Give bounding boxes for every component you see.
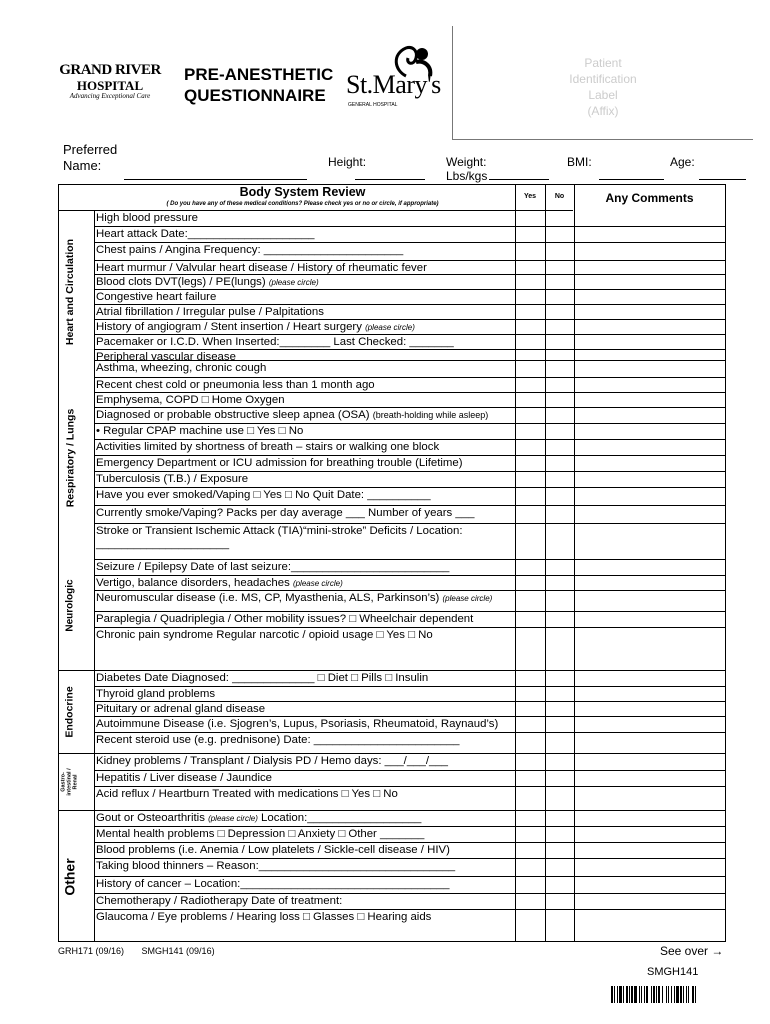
yes-cell[interactable] [515,842,545,858]
barcode-bar [644,986,645,1003]
category-heart-circulation: Heart and Circulation [64,238,76,346]
comment-cell[interactable] [574,670,725,686]
no-cell[interactable] [545,289,574,304]
question-tail: Location:__________________ [257,812,422,824]
question-row [96,473,509,486]
yes-cell[interactable] [515,334,545,349]
comment-cell[interactable] [574,455,725,471]
question-text: Acid reflux / Heartburn Treated with medications □ Yes □ No [96,788,398,800]
yes-cell[interactable] [515,319,545,334]
yes-cell[interactable] [515,716,545,732]
no-cell[interactable] [545,590,574,611]
height-field[interactable] [355,179,425,180]
comment-cell[interactable] [574,627,725,670]
comment-cell[interactable] [574,242,725,260]
question-row [96,561,509,574]
patient-id-line: (Affix) [587,104,619,118]
question-text: Neuromuscular disease (i.e. MS, CP, Myasthenia, ALS, Parkinson’s) [96,592,443,604]
yes-cell[interactable] [515,260,545,274]
yes-cell[interactable] [515,611,545,627]
comment-cell[interactable] [574,686,725,701]
yes-cell[interactable] [515,732,545,753]
body-system-review-table [58,184,726,942]
comment-cell[interactable] [574,559,725,575]
no-cell[interactable] [545,716,574,732]
bmi-field[interactable] [599,179,664,180]
yes-cell[interactable] [515,826,545,842]
no-cell[interactable] [545,810,574,826]
yes-cell[interactable] [515,876,545,893]
comment-cell[interactable] [574,909,725,943]
no-cell[interactable] [545,701,574,716]
barcode-bar [651,986,652,1003]
yes-cell[interactable] [515,893,545,909]
question-row [96,441,509,454]
question-row [96,828,509,841]
no-cell[interactable] [545,505,574,523]
height-label: Height: [328,155,367,169]
patient-id-line: Label [588,88,618,102]
question-row [96,244,509,257]
barcode-bar [629,986,630,1003]
comment-cell[interactable] [574,289,725,304]
no-cell[interactable] [545,377,574,392]
question-row [96,507,509,520]
question-text: Blood clots DVT(legs) / PE(lungs) [96,276,269,288]
question-text: Tuberculosis (T.B.) / Exposure [96,473,249,485]
barcode [611,986,747,1003]
question-row [96,362,509,375]
comment-cell[interactable] [574,858,725,876]
comment-cell[interactable] [574,471,725,487]
question-note: (please circle) [292,579,343,588]
question-text: Currently smoke/Vaping? Packs per day average ___ Number of years ___ [96,507,475,519]
barcode-bar [671,986,672,1003]
barcode-bar [653,986,655,1003]
no-cell[interactable] [545,523,574,559]
no-cell[interactable] [545,319,574,334]
question-text: Taking blood thinners – Reason:_______________________________ [96,860,456,872]
no-cell[interactable] [545,423,574,439]
no-cell[interactable] [545,349,574,360]
comment-cell[interactable] [574,274,725,289]
yes-cell[interactable] [515,505,545,523]
comment-cell[interactable] [574,701,725,716]
question-note: (please circle) [442,594,493,603]
question-row [96,228,509,241]
question-row [96,525,509,551]
comment-cell[interactable] [574,842,725,858]
barcode-bar [634,986,637,1003]
no-cell[interactable] [545,487,574,505]
comment-cell[interactable] [574,716,725,732]
no-cell[interactable] [545,260,574,274]
question-row [96,860,509,873]
comment-cell[interactable] [574,505,725,523]
patient-id-line: Patient [584,56,622,70]
weight-label: Weight: [446,155,487,169]
question-text: Heart attack Date:____________________ [96,228,315,240]
barcode-bar [614,986,615,1003]
question-text: High blood pressure [96,212,198,224]
no-cell[interactable] [545,732,574,753]
form-title-line2: QUESTIONNAIRE [184,86,326,105]
comment-cell[interactable] [574,770,725,786]
comment-cell[interactable] [574,304,725,319]
comment-cell[interactable] [574,439,725,455]
question-row [96,772,509,785]
comment-cell[interactable] [574,260,725,274]
barcode-bar [626,986,628,1003]
no-cell[interactable] [545,210,574,226]
question-text: Diagnosed or probable obstructive sleep apnea (OSA) [96,409,373,421]
no-cell[interactable] [545,304,574,319]
comment-cell[interactable] [574,319,725,334]
barcode-bar [658,986,660,1003]
barcode-bar [668,986,669,1003]
no-cell[interactable] [545,575,574,590]
category-gastro-renal: Gastro- intestinal / Renal [61,767,80,796]
patient-id-label-box[interactable] [452,26,753,140]
yes-cell[interactable] [515,360,545,377]
no-cell[interactable] [545,876,574,893]
grh-logo [55,62,165,100]
no-cell[interactable] [545,611,574,627]
barcode-bar [680,986,682,1003]
question-row [96,457,509,470]
age-label: Age: [670,155,695,169]
question-text: Vertigo, balance disorders, headaches [96,577,293,589]
question-row [96,409,509,422]
yes-cell[interactable] [515,289,545,304]
comment-cell[interactable] [574,360,725,377]
question-row [96,718,509,731]
no-cell[interactable] [545,274,574,289]
question-text: Chemotherapy / Radiotherapy Date of treatment: [96,895,343,907]
category-endocrine: Endocrine [64,685,76,738]
barcode-bar [666,986,667,1003]
no-cell[interactable] [545,842,574,858]
barcode-bar [641,986,642,1003]
form-codes: GRH171 (09/16) SMGH141 (09/16) [58,946,215,956]
patient-id-line: Identification [569,72,637,86]
no-cell[interactable] [545,407,574,423]
question-row [96,688,509,701]
yes-cell[interactable] [515,274,545,289]
yes-cell[interactable] [515,753,545,770]
no-column-header: No [554,193,565,200]
question-row [96,812,509,825]
comments-column-header: Any Comments [605,191,694,205]
barcode-bar [656,986,657,1003]
question-row [96,321,509,334]
question-text: Diabetes Date Diagnosed: _____________ □ Diet □ Pills □ Insulin [96,672,429,684]
yes-cell[interactable] [515,523,545,559]
question-note: (breath-holding while asleep) [372,410,489,420]
category-respiratory: Respiratory / Lungs [64,408,77,507]
question-text: • Regular CPAP machine use □ Yes □ No [96,425,304,437]
yes-cell[interactable] [515,786,545,810]
barcode-bar [646,986,648,1003]
question-note: (please circle) [365,323,415,332]
no-cell[interactable] [545,893,574,909]
yes-cell[interactable] [515,349,545,360]
comment-cell[interactable] [574,349,725,360]
question-note: (please circle) [208,814,258,823]
no-cell[interactable] [545,753,574,770]
comment-cell[interactable] [574,226,725,242]
question-text: Seizure / Epilepsy Date of last seizure:_________________________ [96,561,450,573]
comment-cell[interactable] [574,392,725,407]
name-label: Name: [63,158,102,173]
grh-logo-hospital: HOSPITAL [76,78,144,93]
yes-cell[interactable] [515,439,545,455]
comment-cell[interactable] [574,876,725,893]
question-line2: _____________________ [96,538,230,550]
question-row [96,212,509,225]
preferred-name-label [63,142,117,174]
barcode-bar [686,986,687,1003]
question-row [96,379,509,392]
yes-cell[interactable] [515,242,545,260]
yes-cell[interactable] [515,770,545,786]
yes-cell[interactable] [515,701,545,716]
yes-cell[interactable] [515,909,545,943]
question-text: Autoimmune Disease (i.e. Sjogren’s, Lupus, Psoriasis, Rheumatoid, Raynaud’s) [96,718,499,730]
question-row [96,895,509,908]
comment-cell[interactable] [574,523,725,559]
yes-cell[interactable] [515,487,545,505]
table-title: Body System Review [239,185,366,199]
yes-cell[interactable] [515,559,545,575]
barcode-bar [662,986,663,1003]
question-note: (please circle) [268,278,319,287]
question-text: Heart murmur / Valvular heart disease / History of rheumatic fever [96,262,427,274]
question-row [96,336,509,349]
age-field[interactable] [699,179,746,180]
question-text: Chest pains / Angina Frequency: ______________________ [96,244,404,256]
yes-cell[interactable] [515,210,545,226]
comment-cell[interactable] [574,611,725,627]
comment-cell[interactable] [574,893,725,909]
yes-cell[interactable] [515,810,545,826]
comment-cell[interactable] [574,753,725,770]
no-cell[interactable] [545,627,574,670]
form-id: SMGH141 [647,966,699,978]
question-text: Blood problems (i.e. Anemia / Low platelets / Sickle-cell disease / HIV) [96,844,450,856]
question-row [96,788,509,801]
no-cell[interactable] [545,858,574,876]
no-cell[interactable] [545,334,574,349]
weight-field[interactable] [489,179,549,180]
question-row [96,306,509,319]
no-cell[interactable] [545,909,574,943]
question-row [96,878,509,891]
weight-unit: Lbs/kgs [446,169,488,183]
question-text: Kidney problems / Transplant / Dialysis PD / Hemo days: ___/___/___ [96,755,449,767]
question-row [96,425,509,438]
question-text: Emergency Department or ICU admission for breathing trouble (Lifetime) [96,457,463,469]
question-row [96,489,509,502]
form-title-line1: PRE-ANESTHETIC [184,65,334,84]
comment-cell[interactable] [574,377,725,392]
no-cell[interactable] [545,670,574,686]
yes-cell[interactable] [515,407,545,423]
yes-cell[interactable] [515,304,545,319]
question-text: Glaucoma / Eye problems / Hearing loss □ Glasses □ Hearing aids [96,911,432,923]
grh-logo-name: GRAND RIVER [59,62,161,78]
question-text: Mental health problems □ Depression □ Anxiety □ Other _______ [96,828,425,840]
question-row [96,629,509,642]
question-row [96,394,509,407]
no-cell[interactable] [545,360,574,377]
comment-cell[interactable] [574,334,725,349]
question-text: Chronic pain syndrome Regular narcotic / opioid usage □ Yes □ No [96,629,433,641]
question-row [96,577,509,590]
barcode-bar [692,986,694,1003]
question-row [96,734,509,747]
patient-id-placeholder [453,55,753,119]
question-row [96,703,509,716]
yes-cell[interactable] [515,471,545,487]
no-cell[interactable] [545,786,574,810]
yes-cell[interactable] [515,575,545,590]
barcode-bar [639,986,640,1003]
header-divider [59,210,573,211]
barcode-bar [695,986,696,1003]
comment-cell[interactable] [574,786,725,810]
question-row [96,613,509,626]
question-text: Thyroid gland problems [96,688,216,700]
question-text: Peripheral vascular disease [96,351,236,363]
yes-cell[interactable] [515,423,545,439]
no-cell[interactable] [545,226,574,242]
question-text: Congestive heart failure [96,291,217,303]
yes-cell[interactable] [515,590,545,611]
comment-cell[interactable] [574,590,725,611]
question-text: Asthma, wheezing, chronic cough [96,362,267,374]
question-row [96,755,509,768]
yes-cell[interactable] [515,858,545,876]
comment-cell[interactable] [574,423,725,439]
question-text: Pituitary or adrenal gland disease [96,703,266,715]
weight-label-group [446,155,487,183]
comment-cell[interactable] [574,407,725,423]
no-cell[interactable] [545,471,574,487]
question-row [96,276,509,289]
question-text: Stroke or Transient Ischemic Attack (TIA)“mini-stroke” Deficits / Location: [96,525,463,537]
stmarys-logo-name: St.Mary's [346,70,441,99]
table-subtitle: ( Do you have any of these medical conditions? Please check yes or no or circle, if appropriate) [166,201,439,207]
question-text: Atrial fibrillation / Irregular pulse / Palpitations [96,306,324,318]
comment-cell[interactable] [574,575,725,590]
barcode-bar [674,986,675,1003]
question-text: Have you ever smoked/Vaping □ Yes □ No Quit Date: __________ [96,489,431,501]
yes-cell[interactable] [515,226,545,242]
comment-cell[interactable] [574,826,725,842]
question-text: Hepatitis / Liver disease / Jaundice [96,772,273,784]
barcode-bar [617,986,618,1003]
question-text: Gout or Osteoarthritis [96,812,209,824]
comment-cell[interactable] [574,210,725,226]
see-over-link[interactable]: See over → [660,944,724,958]
barcode-bar [619,986,622,1003]
question-text: Emphysema, COPD □ Home Oxygen [96,394,285,406]
form-title [184,64,333,106]
name-field[interactable] [124,179,307,180]
yes-cell[interactable] [515,627,545,670]
no-cell[interactable] [545,559,574,575]
yes-cell[interactable] [515,686,545,701]
no-cell[interactable] [545,826,574,842]
category-neurologic: Neurologic [64,579,76,632]
barcode-bar [611,986,613,1003]
no-cell[interactable] [545,686,574,701]
comment-cell[interactable] [574,732,725,753]
yes-cell[interactable] [515,392,545,407]
no-cell[interactable] [545,455,574,471]
question-row [96,844,509,857]
no-cell[interactable] [545,392,574,407]
yes-cell[interactable] [515,377,545,392]
barcode-bar [631,986,633,1003]
category-other: Other [62,857,78,896]
yes-cell[interactable] [515,455,545,471]
grh-logo-tagline: Advancing Exceptional Care [69,92,151,100]
question-row [96,911,509,924]
barcode-bar [676,986,679,1003]
no-cell[interactable] [545,439,574,455]
question-text: Recent steroid use (e.g. prednisone) Date: _______________________ [96,734,460,746]
stmarys-logo-sub: GENERAL HOSPITAL [348,102,398,108]
yes-column-header: Yes [523,193,537,200]
comment-cell[interactable] [574,487,725,505]
comment-cell[interactable] [574,810,725,826]
barcode-bar [683,986,684,1003]
question-text: Pacemaker or I.C.D. When Inserted:________ Last Checked: _______ [96,336,454,348]
question-text: History of angiogram / Stent insertion / Heart surgery [96,321,366,333]
bmi-label: BMI: [567,155,592,169]
barcode-bar [688,986,689,1003]
question-text: Recent chest cold or pneumonia less than 1 month ago [96,379,375,391]
barcode-bar [623,986,624,1003]
question-row [96,291,509,304]
question-row [96,672,509,685]
question-text: Paraplegia / Quadriplegia / Other mobility issues? □ Wheelchair dependent [96,613,474,625]
question-text: History of cancer – Location:_________________________________ [96,878,450,890]
question-row [96,592,501,605]
no-cell[interactable] [545,242,574,260]
yes-cell[interactable] [515,670,545,686]
question-text: Activities limited by shortness of breath – stairs or walking one block [96,441,440,453]
no-cell[interactable] [545,770,574,786]
preferred-label: Preferred [63,142,118,157]
